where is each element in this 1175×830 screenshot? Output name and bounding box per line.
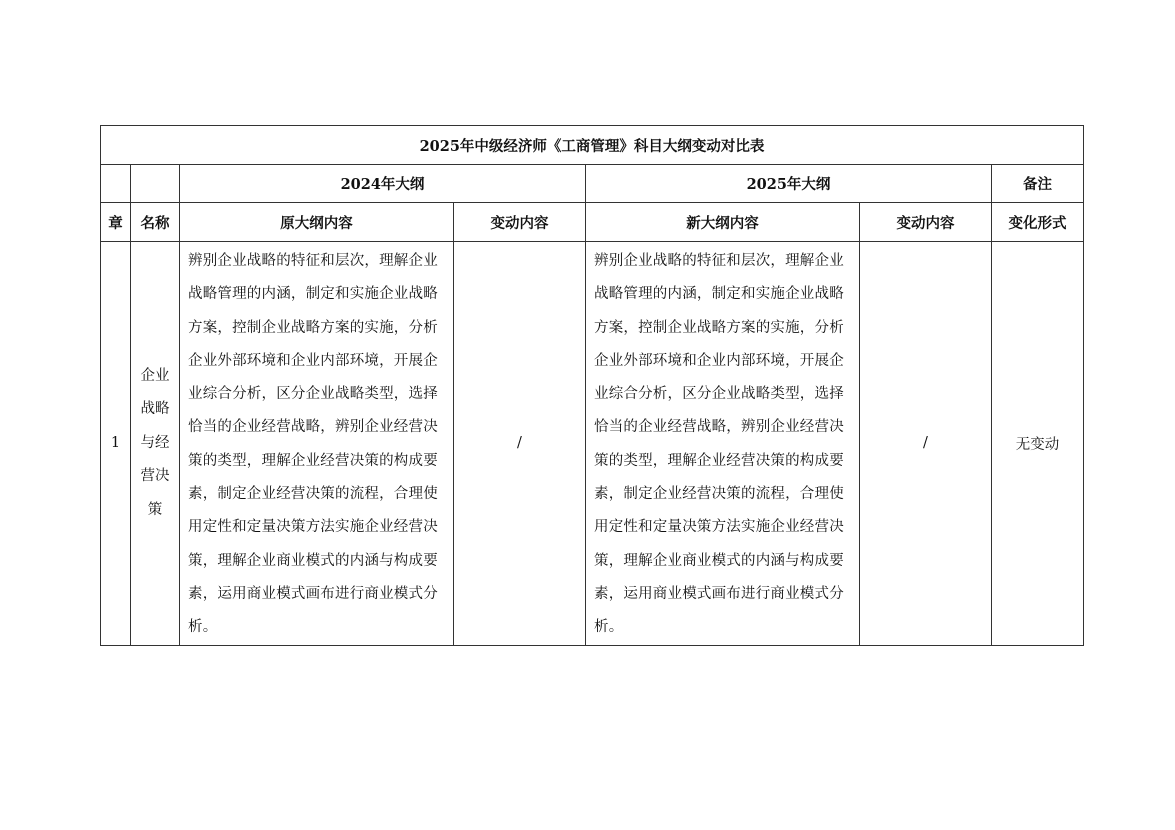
group-2025-outline: 2025年大纲: [586, 165, 992, 203]
chapter-name-line: 策: [147, 501, 163, 518]
chapter-name-line: 战略: [140, 401, 170, 418]
original-content: 辨别企业战略的特征和层次，理解企业战略管理的内涵，制定和实施企业战略方案，控制企业战略方案的实施，分析企业外部环境和企业内部环境，开展企业综合分析，区分企业战略类型，选择恰当的企业经营战略，辨别企业经营决策的类型，理解企业经营决策的构成要素，制定企业经营决策的流程，合理使用定性和定量决策方法实施企业经营决策，理解企业商业模式的内涵与构成要素，运用商业模式画布进行商业模式分析。: [180, 242, 454, 646]
chapter-number: 1: [101, 242, 131, 646]
empty-header-cell: [101, 165, 131, 203]
header-chapter: 章: [101, 203, 131, 242]
header-change-2024: 变动内容: [454, 203, 586, 242]
header-new-content: 新大纲内容: [586, 203, 860, 242]
header-original-content: 原大纲内容: [180, 203, 454, 242]
table-title: 2025年中级经济师《工商管理》科目大纲变动对比表: [101, 126, 1084, 165]
column-header-row: [101, 203, 1084, 242]
change-form: 无变动: [992, 242, 1084, 646]
chapter-name: [131, 242, 180, 646]
new-content: 辨别企业战略的特征和层次，理解企业战略管理的内涵，制定和实施企业战略方案，控制企业战略方案的实施，分析企业外部环境和企业内部环境，开展企业综合分析，区分企业战略类型，选择恰当的企业经营战略，辨别企业经营决策的类型，理解企业经营决策的构成要素，制定企业经营决策的流程，合理使用定性和定量决策方法实施企业经营决策，理解企业商业模式的内涵与构成要素，运用商业模式画布进行商业模式分析。: [586, 242, 860, 646]
title-row: [101, 126, 1084, 165]
group-2024-outline: 2024年大纲: [180, 165, 586, 203]
change-2025: /: [860, 242, 992, 646]
chapter-name-line: 营决: [140, 468, 170, 485]
outline-comparison-table: [100, 125, 1084, 646]
chapter-name-line: 与经: [140, 434, 170, 451]
header-change-2025: 变动内容: [860, 203, 992, 242]
group-remarks: 备注: [992, 165, 1084, 203]
header-change-form: 变化形式: [992, 203, 1084, 242]
change-2024: /: [454, 242, 586, 646]
chapter-name-line: 企业: [140, 367, 170, 384]
group-header-row: [101, 165, 1084, 203]
table-row: [101, 242, 1084, 646]
header-name: 名称: [131, 203, 180, 242]
empty-header-cell: [131, 165, 180, 203]
